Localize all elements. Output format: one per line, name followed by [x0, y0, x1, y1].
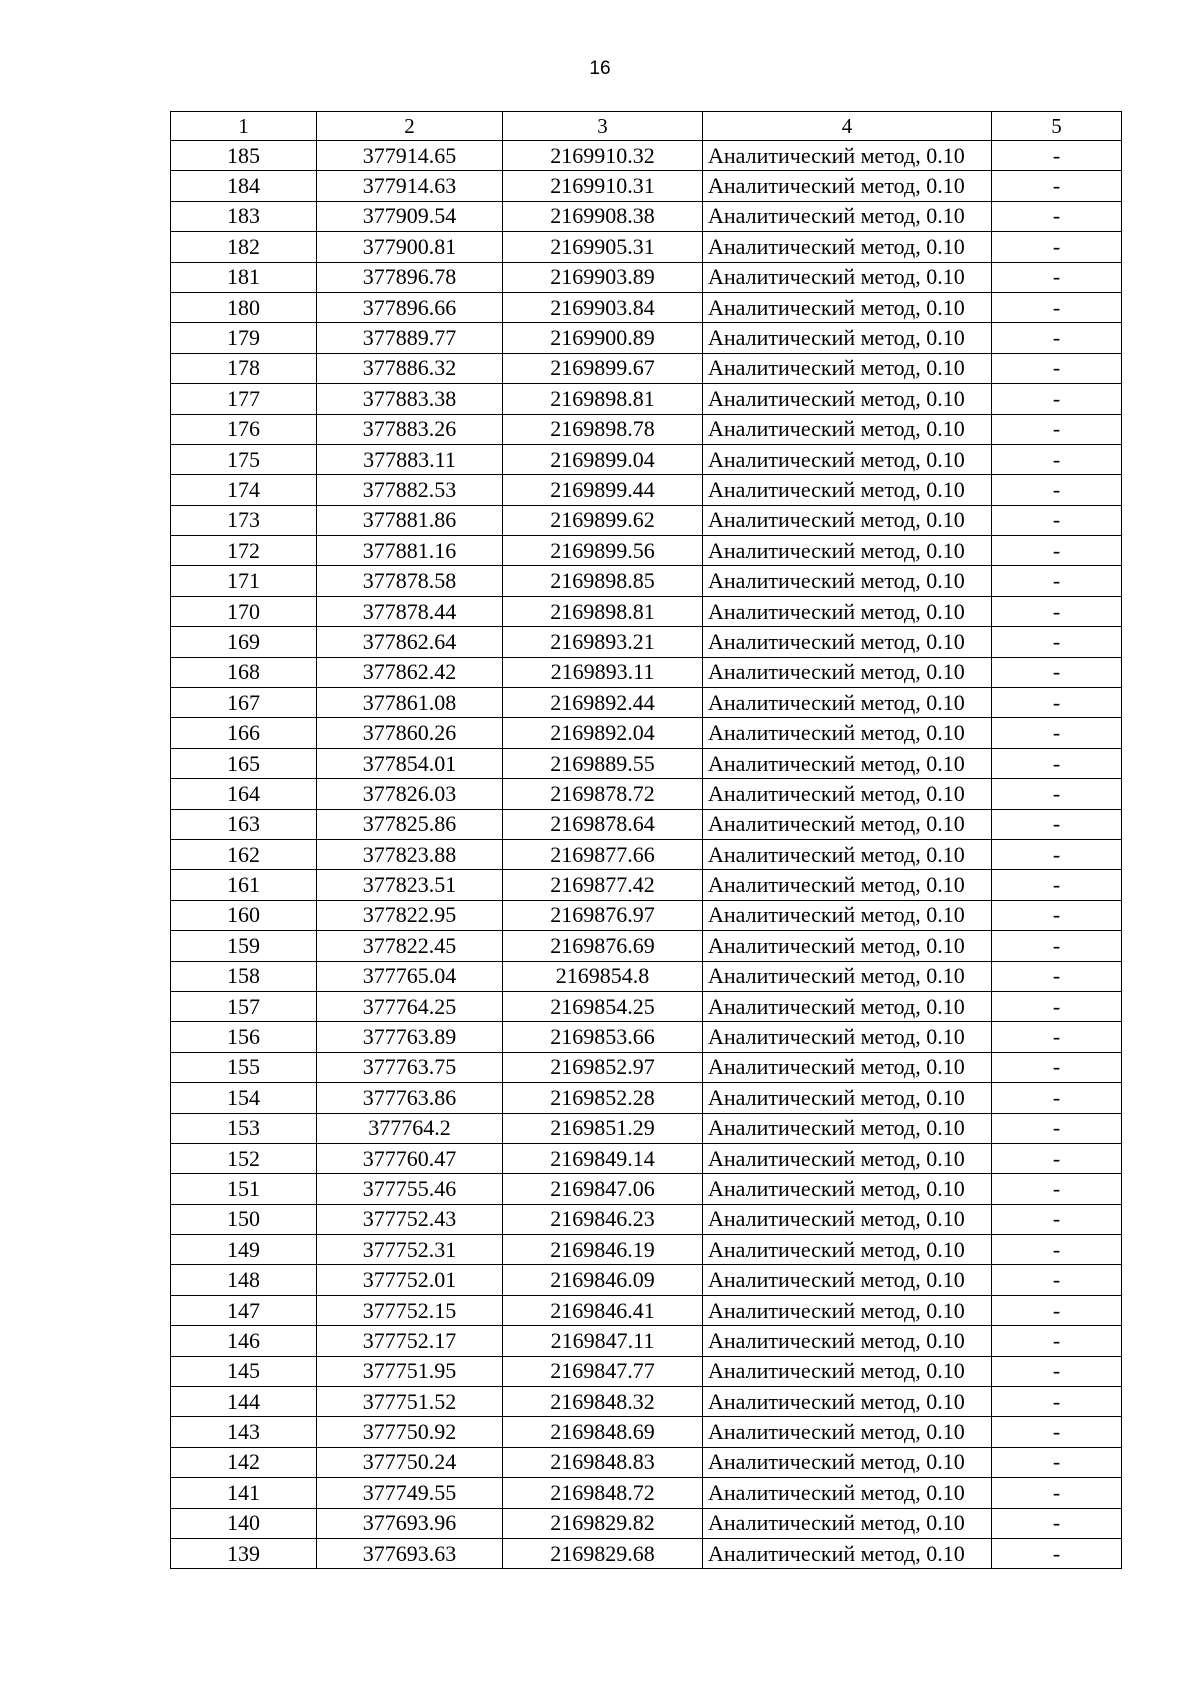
table-row	[171, 171, 1122, 201]
point-number-cell: 147	[171, 1295, 317, 1325]
table-row	[171, 536, 1122, 566]
x-coordinate-cell: 377765.04	[317, 961, 503, 991]
column-header-3: 3	[503, 112, 703, 141]
x-coordinate-cell: 377760.47	[317, 1143, 503, 1173]
x-coordinate-cell: 377763.89	[317, 1022, 503, 1052]
x-coordinate-cell: 377752.31	[317, 1235, 503, 1265]
note-cell: -	[992, 536, 1122, 566]
point-number-cell: 140	[171, 1508, 317, 1538]
note-cell: -	[992, 141, 1122, 171]
x-coordinate-cell: 377751.95	[317, 1356, 503, 1386]
point-number-cell: 164	[171, 779, 317, 809]
point-number-cell: 146	[171, 1326, 317, 1356]
method-cell: Аналитический метод, 0.10	[703, 1295, 992, 1325]
y-coordinate-cell: 2169847.77	[503, 1356, 703, 1386]
point-number-cell: 167	[171, 688, 317, 718]
method-cell: Аналитический метод, 0.10	[703, 1265, 992, 1295]
note-cell: -	[992, 627, 1122, 657]
x-coordinate-cell: 377914.63	[317, 171, 503, 201]
y-coordinate-cell: 2169848.72	[503, 1478, 703, 1508]
method-cell: Аналитический метод, 0.10	[703, 748, 992, 778]
y-coordinate-cell: 2169899.67	[503, 353, 703, 383]
method-cell: Аналитический метод, 0.10	[703, 1417, 992, 1447]
method-cell: Аналитический метод, 0.10	[703, 505, 992, 535]
method-cell: Аналитический метод, 0.10	[703, 931, 992, 961]
y-coordinate-cell: 2169889.55	[503, 748, 703, 778]
header-row	[171, 112, 1122, 141]
x-coordinate-cell: 377750.92	[317, 1417, 503, 1447]
method-cell: Аналитический метод, 0.10	[703, 1083, 992, 1113]
method-cell: Аналитический метод, 0.10	[703, 1235, 992, 1265]
x-coordinate-cell: 377878.58	[317, 566, 503, 596]
method-cell: Аналитический метод, 0.10	[703, 384, 992, 414]
point-number-cell: 185	[171, 141, 317, 171]
note-cell: -	[992, 1143, 1122, 1173]
note-cell: -	[992, 961, 1122, 991]
point-number-cell: 143	[171, 1417, 317, 1447]
note-cell: -	[992, 1022, 1122, 1052]
x-coordinate-cell: 377862.64	[317, 627, 503, 657]
note-cell: -	[992, 475, 1122, 505]
note-cell: -	[992, 1113, 1122, 1143]
note-cell: -	[992, 566, 1122, 596]
table-row	[171, 688, 1122, 718]
table-row	[171, 596, 1122, 626]
point-number-cell: 162	[171, 839, 317, 869]
method-cell: Аналитический метод, 0.10	[703, 839, 992, 869]
y-coordinate-cell: 2169892.04	[503, 718, 703, 748]
y-coordinate-cell: 2169898.78	[503, 414, 703, 444]
method-cell: Аналитический метод, 0.10	[703, 536, 992, 566]
y-coordinate-cell: 2169846.19	[503, 1235, 703, 1265]
y-coordinate-cell: 2169905.31	[503, 232, 703, 262]
x-coordinate-cell: 377764.25	[317, 991, 503, 1021]
point-number-cell: 183	[171, 201, 317, 231]
table-row	[171, 444, 1122, 474]
method-cell: Аналитический метод, 0.10	[703, 688, 992, 718]
x-coordinate-cell: 377825.86	[317, 809, 503, 839]
method-cell: Аналитический метод, 0.10	[703, 627, 992, 657]
method-cell: Аналитический метод, 0.10	[703, 961, 992, 991]
x-coordinate-cell: 377883.11	[317, 444, 503, 474]
table-row	[171, 657, 1122, 687]
y-coordinate-cell: 2169847.06	[503, 1174, 703, 1204]
table-row	[171, 262, 1122, 292]
method-cell: Аналитический метод, 0.10	[703, 1447, 992, 1477]
note-cell: -	[992, 505, 1122, 535]
point-number-cell: 161	[171, 870, 317, 900]
y-coordinate-cell: 2169878.72	[503, 779, 703, 809]
x-coordinate-cell: 377752.17	[317, 1326, 503, 1356]
y-coordinate-cell: 2169903.89	[503, 262, 703, 292]
y-coordinate-cell: 2169900.89	[503, 323, 703, 353]
y-coordinate-cell: 2169876.97	[503, 900, 703, 930]
y-coordinate-cell: 2169846.41	[503, 1295, 703, 1325]
x-coordinate-cell: 377878.44	[317, 596, 503, 626]
table-row	[171, 1295, 1122, 1325]
table-row	[171, 201, 1122, 231]
method-cell: Аналитический метод, 0.10	[703, 1174, 992, 1204]
method-cell: Аналитический метод, 0.10	[703, 323, 992, 353]
point-number-cell: 154	[171, 1083, 317, 1113]
point-number-cell: 151	[171, 1174, 317, 1204]
y-coordinate-cell: 2169854.25	[503, 991, 703, 1021]
y-coordinate-cell: 2169876.69	[503, 931, 703, 961]
method-cell: Аналитический метод, 0.10	[703, 262, 992, 292]
method-cell: Аналитический метод, 0.10	[703, 991, 992, 1021]
column-header-2: 2	[317, 112, 503, 141]
table-row	[171, 384, 1122, 414]
note-cell: -	[992, 1326, 1122, 1356]
table-row	[171, 718, 1122, 748]
y-coordinate-cell: 2169903.84	[503, 292, 703, 322]
x-coordinate-cell: 377755.46	[317, 1174, 503, 1204]
point-number-cell: 182	[171, 232, 317, 262]
table-row	[171, 1265, 1122, 1295]
table-row	[171, 991, 1122, 1021]
x-coordinate-cell: 377693.63	[317, 1538, 503, 1568]
point-number-cell: 148	[171, 1265, 317, 1295]
x-coordinate-cell: 377889.77	[317, 323, 503, 353]
y-coordinate-cell: 2169910.31	[503, 171, 703, 201]
point-number-cell: 176	[171, 414, 317, 444]
y-coordinate-cell: 2169848.32	[503, 1387, 703, 1417]
table-row	[171, 839, 1122, 869]
method-cell: Аналитический метод, 0.10	[703, 1478, 992, 1508]
table-row	[171, 961, 1122, 991]
note-cell: -	[992, 1417, 1122, 1447]
table-row	[171, 1083, 1122, 1113]
table-row	[171, 1356, 1122, 1386]
x-coordinate-cell: 377896.66	[317, 292, 503, 322]
table-row	[171, 1447, 1122, 1477]
table-row	[171, 1326, 1122, 1356]
x-coordinate-cell: 377763.86	[317, 1083, 503, 1113]
table-row	[171, 505, 1122, 535]
note-cell: -	[992, 414, 1122, 444]
x-coordinate-cell: 377822.95	[317, 900, 503, 930]
method-cell: Аналитический метод, 0.10	[703, 1326, 992, 1356]
page-number: 16	[589, 58, 611, 79]
method-cell: Аналитический метод, 0.10	[703, 292, 992, 322]
point-number-cell: 153	[171, 1113, 317, 1143]
y-coordinate-cell: 2169910.32	[503, 141, 703, 171]
method-cell: Аналитический метод, 0.10	[703, 414, 992, 444]
table-row	[171, 809, 1122, 839]
point-number-cell: 175	[171, 444, 317, 474]
method-cell: Аналитический метод, 0.10	[703, 475, 992, 505]
y-coordinate-cell: 2169899.62	[503, 505, 703, 535]
note-cell: -	[992, 1204, 1122, 1234]
x-coordinate-cell: 377752.43	[317, 1204, 503, 1234]
point-number-cell: 170	[171, 596, 317, 626]
table-row	[171, 323, 1122, 353]
note-cell: -	[992, 870, 1122, 900]
x-coordinate-cell: 377750.24	[317, 1447, 503, 1477]
point-number-cell: 180	[171, 292, 317, 322]
method-cell: Аналитический метод, 0.10	[703, 353, 992, 383]
note-cell: -	[992, 232, 1122, 262]
method-cell: Аналитический метод, 0.10	[703, 809, 992, 839]
method-cell: Аналитический метод, 0.10	[703, 1356, 992, 1386]
method-cell: Аналитический метод, 0.10	[703, 1143, 992, 1173]
y-coordinate-cell: 2169854.8	[503, 961, 703, 991]
y-coordinate-cell: 2169893.11	[503, 657, 703, 687]
x-coordinate-cell: 377749.55	[317, 1478, 503, 1508]
y-coordinate-cell: 2169899.56	[503, 536, 703, 566]
table-row	[171, 627, 1122, 657]
point-number-cell: 177	[171, 384, 317, 414]
note-cell: -	[992, 779, 1122, 809]
y-coordinate-cell: 2169851.29	[503, 1113, 703, 1143]
x-coordinate-cell: 377693.96	[317, 1508, 503, 1538]
method-cell: Аналитический метод, 0.10	[703, 1387, 992, 1417]
note-cell: -	[992, 1478, 1122, 1508]
table-row	[171, 1143, 1122, 1173]
note-cell: -	[992, 1174, 1122, 1204]
point-number-cell: 158	[171, 961, 317, 991]
note-cell: -	[992, 991, 1122, 1021]
method-cell: Аналитический метод, 0.10	[703, 900, 992, 930]
x-coordinate-cell: 377751.52	[317, 1387, 503, 1417]
table-row	[171, 232, 1122, 262]
note-cell: -	[992, 748, 1122, 778]
table-row	[171, 1417, 1122, 1447]
y-coordinate-cell: 2169853.66	[503, 1022, 703, 1052]
point-number-cell: 156	[171, 1022, 317, 1052]
method-cell: Аналитический метод, 0.10	[703, 1052, 992, 1082]
note-cell: -	[992, 1387, 1122, 1417]
y-coordinate-cell: 2169908.38	[503, 201, 703, 231]
table-row	[171, 1387, 1122, 1417]
y-coordinate-cell: 2169877.66	[503, 839, 703, 869]
note-cell: -	[992, 444, 1122, 474]
point-number-cell: 184	[171, 171, 317, 201]
point-number-cell: 160	[171, 900, 317, 930]
note-cell: -	[992, 353, 1122, 383]
point-number-cell: 179	[171, 323, 317, 353]
table-row	[171, 1174, 1122, 1204]
y-coordinate-cell: 2169829.82	[503, 1508, 703, 1538]
method-cell: Аналитический метод, 0.10	[703, 718, 992, 748]
y-coordinate-cell: 2169852.97	[503, 1052, 703, 1082]
column-header-5: 5	[992, 112, 1122, 141]
x-coordinate-cell: 377882.53	[317, 475, 503, 505]
note-cell: -	[992, 201, 1122, 231]
note-cell: -	[992, 596, 1122, 626]
note-cell: -	[992, 657, 1122, 687]
table-row	[171, 1204, 1122, 1234]
method-cell: Аналитический метод, 0.10	[703, 1508, 992, 1538]
method-cell: Аналитический метод, 0.10	[703, 1538, 992, 1568]
x-coordinate-cell: 377822.45	[317, 931, 503, 961]
column-header-1: 1	[171, 112, 317, 141]
x-coordinate-cell: 377900.81	[317, 232, 503, 262]
point-number-cell: 178	[171, 353, 317, 383]
method-cell: Аналитический метод, 0.10	[703, 232, 992, 262]
x-coordinate-cell: 377914.65	[317, 141, 503, 171]
method-cell: Аналитический метод, 0.10	[703, 201, 992, 231]
x-coordinate-cell: 377883.26	[317, 414, 503, 444]
point-number-cell: 172	[171, 536, 317, 566]
y-coordinate-cell: 2169877.42	[503, 870, 703, 900]
note-cell: -	[992, 292, 1122, 322]
x-coordinate-cell: 377860.26	[317, 718, 503, 748]
table-row	[171, 475, 1122, 505]
coordinates-table	[170, 111, 1122, 1569]
y-coordinate-cell: 2169846.23	[503, 1204, 703, 1234]
method-cell: Аналитический метод, 0.10	[703, 1204, 992, 1234]
y-coordinate-cell: 2169892.44	[503, 688, 703, 718]
method-cell: Аналитический метод, 0.10	[703, 657, 992, 687]
point-number-cell: 163	[171, 809, 317, 839]
y-coordinate-cell: 2169898.85	[503, 566, 703, 596]
point-number-cell: 142	[171, 1447, 317, 1477]
table-row	[171, 870, 1122, 900]
x-coordinate-cell: 377909.54	[317, 201, 503, 231]
x-coordinate-cell: 377886.32	[317, 353, 503, 383]
y-coordinate-cell: 2169829.68	[503, 1538, 703, 1568]
note-cell: -	[992, 809, 1122, 839]
table-row	[171, 414, 1122, 444]
note-cell: -	[992, 1295, 1122, 1325]
point-number-cell: 145	[171, 1356, 317, 1386]
method-cell: Аналитический метод, 0.10	[703, 171, 992, 201]
table-row	[171, 748, 1122, 778]
note-cell: -	[992, 1083, 1122, 1113]
note-cell: -	[992, 1265, 1122, 1295]
point-number-cell: 152	[171, 1143, 317, 1173]
x-coordinate-cell: 377896.78	[317, 262, 503, 292]
note-cell: -	[992, 1508, 1122, 1538]
point-number-cell: 149	[171, 1235, 317, 1265]
table-row	[171, 566, 1122, 596]
point-number-cell: 174	[171, 475, 317, 505]
table-row	[171, 779, 1122, 809]
note-cell: -	[992, 718, 1122, 748]
note-cell: -	[992, 1447, 1122, 1477]
y-coordinate-cell: 2169848.69	[503, 1417, 703, 1447]
table-row	[171, 900, 1122, 930]
method-cell: Аналитический метод, 0.10	[703, 1022, 992, 1052]
method-cell: Аналитический метод, 0.10	[703, 779, 992, 809]
note-cell: -	[992, 1052, 1122, 1082]
point-number-cell: 166	[171, 718, 317, 748]
table-row	[171, 141, 1122, 171]
table-row	[171, 353, 1122, 383]
y-coordinate-cell: 2169893.21	[503, 627, 703, 657]
x-coordinate-cell: 377764.2	[317, 1113, 503, 1143]
table-row	[171, 1478, 1122, 1508]
table-row	[171, 1113, 1122, 1143]
note-cell: -	[992, 262, 1122, 292]
method-cell: Аналитический метод, 0.10	[703, 1113, 992, 1143]
y-coordinate-cell: 2169899.44	[503, 475, 703, 505]
point-number-cell: 165	[171, 748, 317, 778]
x-coordinate-cell: 377883.38	[317, 384, 503, 414]
method-cell: Аналитический метод, 0.10	[703, 596, 992, 626]
x-coordinate-cell: 377752.01	[317, 1265, 503, 1295]
x-coordinate-cell: 377862.42	[317, 657, 503, 687]
table-row	[171, 1538, 1122, 1568]
point-number-cell: 150	[171, 1204, 317, 1234]
note-cell: -	[992, 171, 1122, 201]
x-coordinate-cell: 377854.01	[317, 748, 503, 778]
point-number-cell: 159	[171, 931, 317, 961]
y-coordinate-cell: 2169898.81	[503, 384, 703, 414]
table-row	[171, 1235, 1122, 1265]
x-coordinate-cell: 377823.88	[317, 839, 503, 869]
point-number-cell: 155	[171, 1052, 317, 1082]
point-number-cell: 168	[171, 657, 317, 687]
y-coordinate-cell: 2169846.09	[503, 1265, 703, 1295]
note-cell: -	[992, 1356, 1122, 1386]
point-number-cell: 173	[171, 505, 317, 535]
x-coordinate-cell: 377826.03	[317, 779, 503, 809]
table-body	[171, 141, 1122, 1569]
method-cell: Аналитический метод, 0.10	[703, 870, 992, 900]
table-row	[171, 292, 1122, 322]
y-coordinate-cell: 2169878.64	[503, 809, 703, 839]
table-row	[171, 931, 1122, 961]
column-header-4: 4	[703, 112, 992, 141]
point-number-cell: 181	[171, 262, 317, 292]
x-coordinate-cell: 377881.86	[317, 505, 503, 535]
x-coordinate-cell: 377861.08	[317, 688, 503, 718]
x-coordinate-cell: 377881.16	[317, 536, 503, 566]
note-cell: -	[992, 1235, 1122, 1265]
x-coordinate-cell: 377752.15	[317, 1295, 503, 1325]
table-row	[171, 1022, 1122, 1052]
table-header	[171, 112, 1122, 141]
y-coordinate-cell: 2169898.81	[503, 596, 703, 626]
point-number-cell: 141	[171, 1478, 317, 1508]
method-cell: Аналитический метод, 0.10	[703, 141, 992, 171]
point-number-cell: 144	[171, 1387, 317, 1417]
method-cell: Аналитический метод, 0.10	[703, 566, 992, 596]
method-cell: Аналитический метод, 0.10	[703, 444, 992, 474]
y-coordinate-cell: 2169899.04	[503, 444, 703, 474]
y-coordinate-cell: 2169848.83	[503, 1447, 703, 1477]
y-coordinate-cell: 2169849.14	[503, 1143, 703, 1173]
point-number-cell: 139	[171, 1538, 317, 1568]
table-row	[171, 1052, 1122, 1082]
note-cell: -	[992, 323, 1122, 353]
y-coordinate-cell: 2169852.28	[503, 1083, 703, 1113]
x-coordinate-cell: 377823.51	[317, 870, 503, 900]
note-cell: -	[992, 1538, 1122, 1568]
note-cell: -	[992, 931, 1122, 961]
note-cell: -	[992, 384, 1122, 414]
point-number-cell: 169	[171, 627, 317, 657]
x-coordinate-cell: 377763.75	[317, 1052, 503, 1082]
note-cell: -	[992, 688, 1122, 718]
y-coordinate-cell: 2169847.11	[503, 1326, 703, 1356]
note-cell: -	[992, 900, 1122, 930]
point-number-cell: 157	[171, 991, 317, 1021]
table-row	[171, 1508, 1122, 1538]
point-number-cell: 171	[171, 566, 317, 596]
note-cell: -	[992, 839, 1122, 869]
